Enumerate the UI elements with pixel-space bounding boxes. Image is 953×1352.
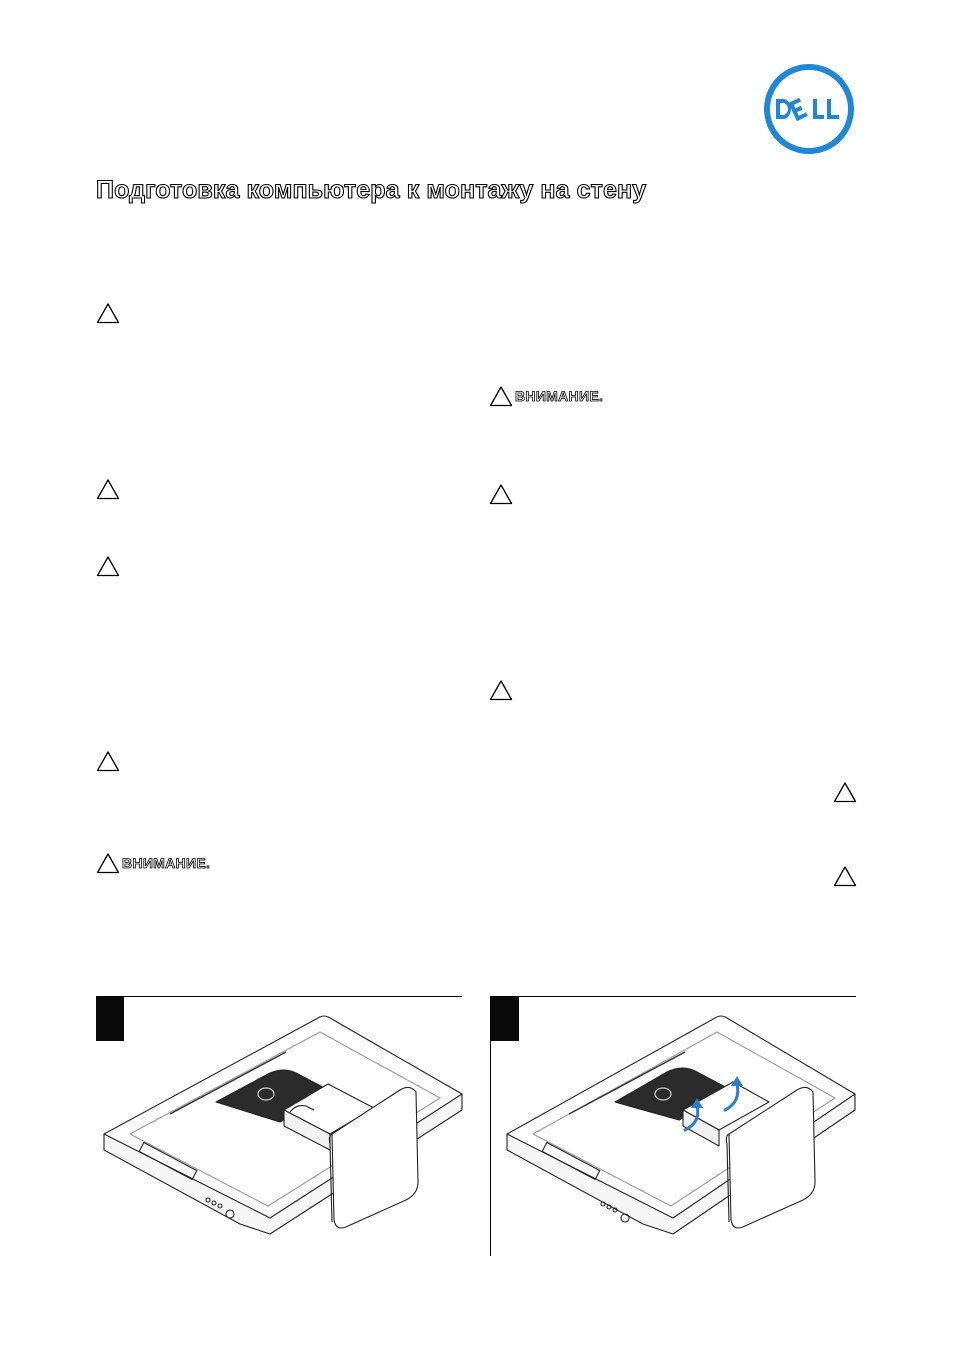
warning-triangle-icon (489, 483, 513, 505)
step-1-rule (96, 996, 462, 997)
dell-logo (762, 62, 856, 156)
warning-triangle-icon (96, 750, 120, 772)
warning-triangle-icon (489, 679, 513, 701)
caution-label: ВНИМАНИЕ. (515, 388, 604, 404)
warning-triangle-icon (489, 385, 513, 407)
step-2-number-box: 2 (491, 997, 519, 1041)
warning-triangle-icon (96, 302, 120, 324)
step-2-rule (490, 996, 856, 997)
warning-triangle-icon (96, 852, 120, 874)
computer-back-with-stand-illustration (100, 1010, 470, 1250)
warning-triangle-icon (96, 555, 120, 577)
warning-triangle-icon (96, 478, 120, 500)
warning-triangle-icon (833, 865, 857, 887)
computer-back-stand-removal-illustration (503, 1010, 863, 1250)
page-title: Подготовка компьютера к монтажу на стену (96, 176, 647, 204)
step-1-number-box: 1 (96, 997, 124, 1041)
caution-label: ВНИМАНИЕ. (122, 855, 211, 871)
warning-triangle-icon (833, 781, 857, 803)
